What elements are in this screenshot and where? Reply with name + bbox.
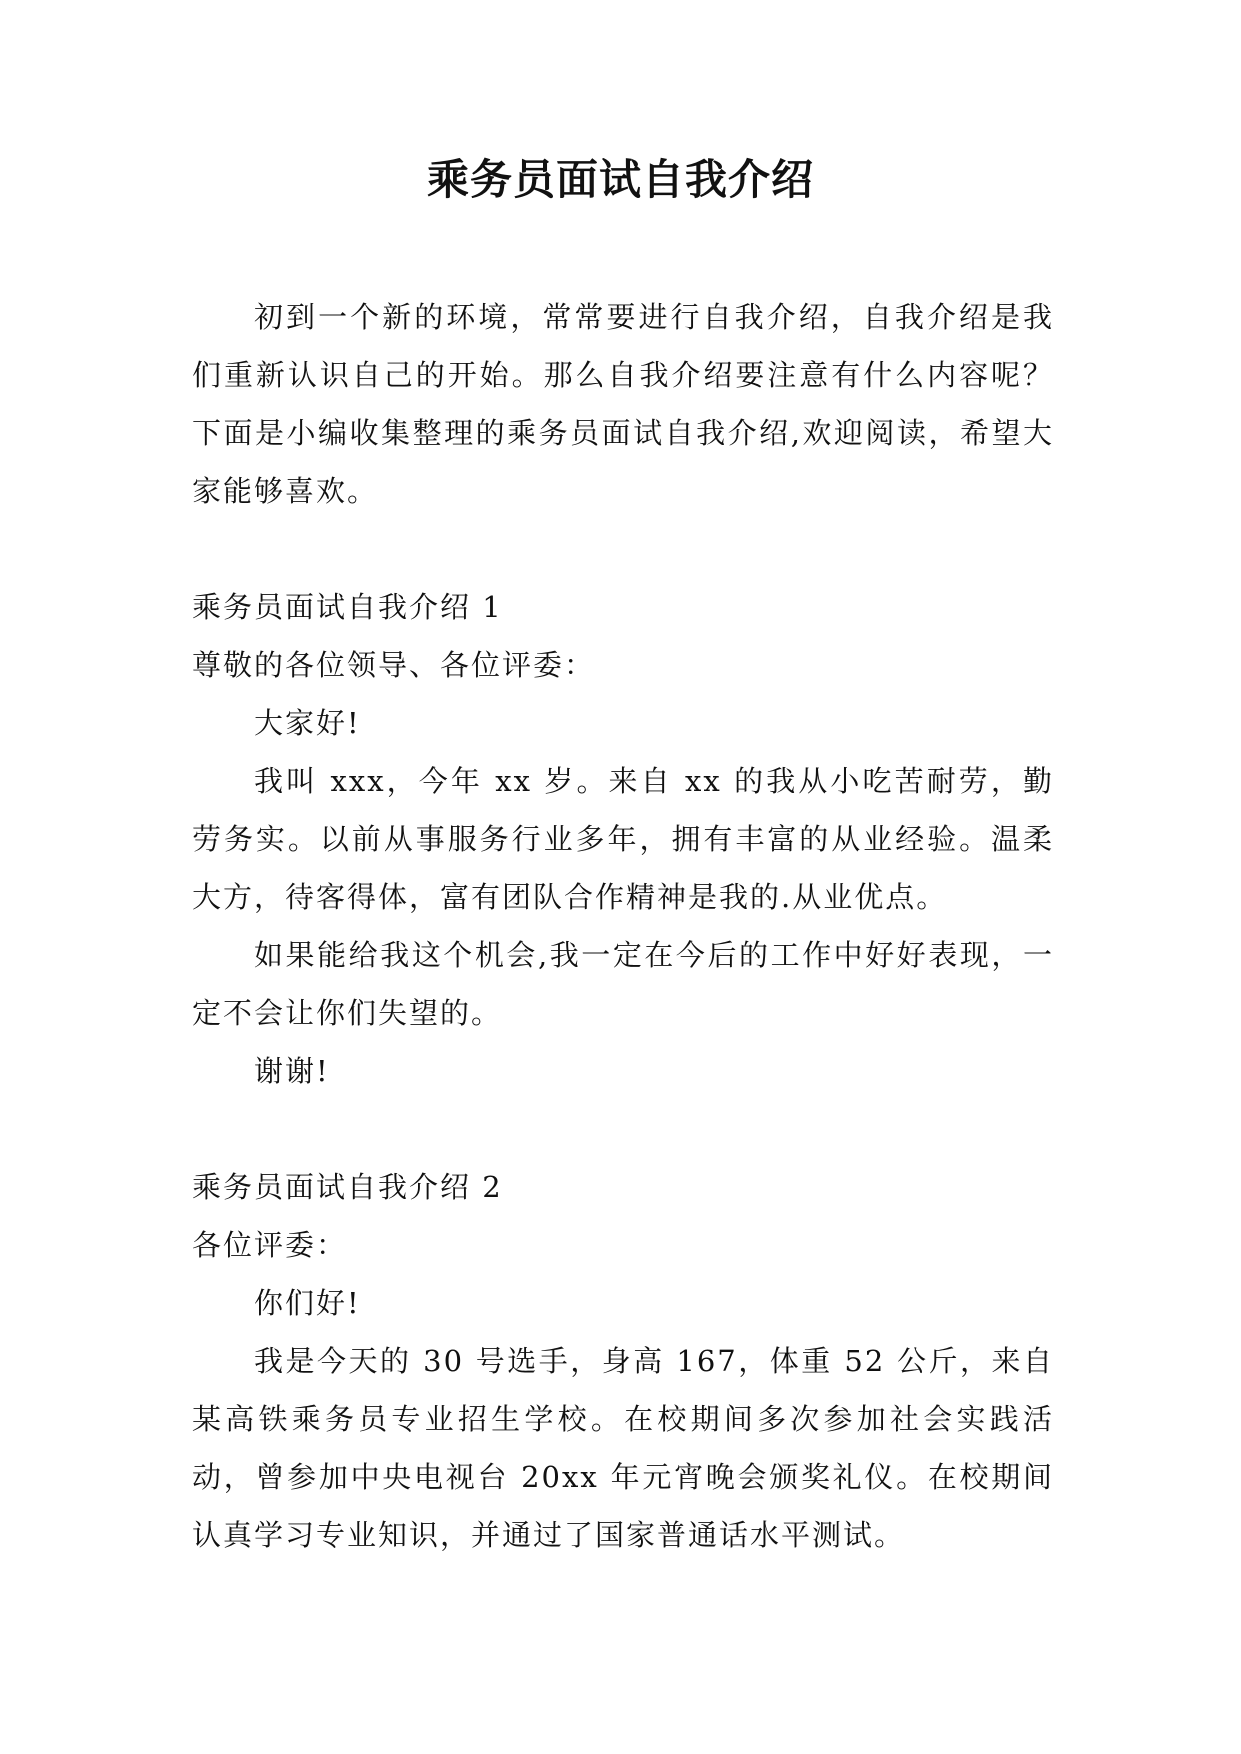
document-title: 乘务员面试自我介绍 [426, 155, 814, 204]
section-1-salutation: 尊敬的各位领导、各位评委： [192, 648, 596, 682]
paragraph-spacer [192, 520, 1054, 578]
section-2-salutation: 各位评委： [192, 1228, 348, 1262]
section-1-greeting: 大家好! [254, 706, 361, 740]
intro-paragraph: 初到一个新的环境，常常要进行自我介绍，自我介绍是我们重新认识自己的开始。那么自我介绍要注意有什么内容呢？下面是小编收集整理的乘务员面试自我介绍,欢迎阅读，希望大家能够喜欢。 [192, 300, 1054, 508]
section-2-greeting: 你们好! [254, 1286, 361, 1320]
section-2-heading: 乘务员面试自我介绍 2 [192, 1170, 503, 1204]
section-1-heading: 乘务员面试自我介绍 1 [192, 590, 503, 624]
section-1-paragraph-1: 我叫 xxx，今年 xx 岁。来自 xx 的我从小吃苦耐劳，勤劳务实。以前从事服务行业多年，拥有丰富的从业经验。温柔大方，待客得体，富有团队合作精神是我的.从业优点。 [192, 764, 1054, 914]
section-1-paragraph-2: 如果能给我这个机会,我一定在今后的工作中好好表现，一定不会让你们失望的。 [192, 938, 1054, 1030]
section-2-paragraph-1: 我是今天的 30 号选手，身高 167，体重 52 公斤，来自某高铁乘务员专业招生学校。在校期间多次参加社会实践活动，曾参加中央电视台 20xx 年元宵晚会颁奖礼仪。在校期间认真学习专业知识，并通过了国家普通话水平测试。 [192, 1344, 1054, 1552]
document-body [192, 288, 1054, 1564]
paragraph-spacer [192, 1100, 1054, 1158]
section-1-closing: 谢谢! [254, 1054, 330, 1088]
